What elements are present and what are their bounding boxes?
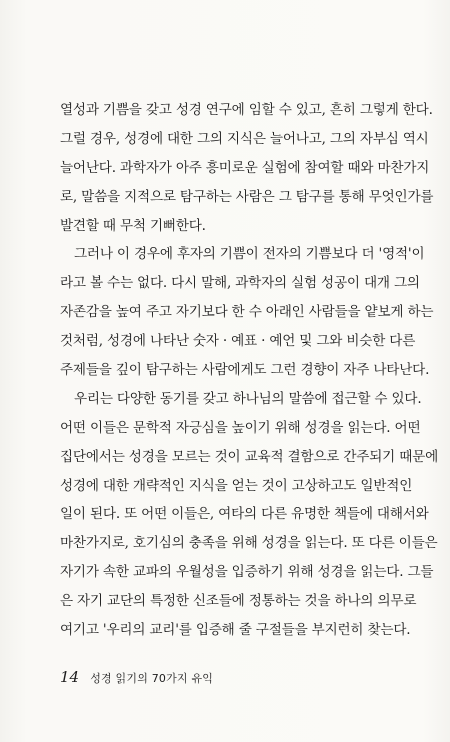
text-line: 여기고 '우리의 교리'를 입증해 줄 구절들을 부지런히 찾는다. xyxy=(60,622,411,639)
text-line: 자존감을 높여 주고 자기보다 한 수 아래인 사람들을 얕보게 하는 xyxy=(60,304,434,321)
text-line: 우리는 다양한 동기를 갖고 하나님의 말씀에 접근할 수 있다. xyxy=(74,390,422,407)
page-number: 14 xyxy=(60,668,80,686)
text-line: 그럴 경우, 성경에 대한 그의 지식은 늘어나고, 그의 자부심 역시 xyxy=(60,130,429,147)
text-line: 집단에서는 성경을 모르는 것이 교육적 결함으로 간주되기 때문에 xyxy=(60,448,438,465)
text-line: 로, 말씀을 지적으로 탐구하는 사람은 그 탐구를 통해 무엇인가를 xyxy=(60,188,434,205)
text-line: 주제들을 깊이 탐구하는 사람에게도 그런 경향이 자주 나타난다. xyxy=(60,362,430,379)
text-line: 어떤 이들은 문학적 자긍심을 높이기 위해 성경을 읽는다. 어떤 xyxy=(60,419,421,436)
book-title: 성경 읽기의 70가지 유익 xyxy=(90,672,214,685)
text-line: 것처럼, 성경에 나타난 숫자 · 예표 · 예언 및 그와 비슷한 다른 xyxy=(60,333,416,350)
text-line: 자기가 속한 교파의 우월성을 입증하기 위해 성경을 읽는다. 그들 xyxy=(60,564,434,581)
body-text xyxy=(60,96,438,645)
text-line: 일이 된다. 또 어떤 이들은, 여타의 다른 유명한 책들에 대해서와 xyxy=(60,506,429,523)
text-line: 마찬가지로, 호기심의 충족을 위해 성경을 읽는다. 또 다른 이들은 xyxy=(60,535,438,552)
text-line: 열성과 기쁨을 갖고 성경 연구에 임할 수 있고, 흔히 그렇게 한다. xyxy=(60,102,433,118)
text-line: 라고 볼 수는 없다. 다시 말해, 과학자의 실험 성공이 대개 그의 xyxy=(60,275,420,292)
text-line: 성경에 대한 개략적인 지식을 얻는 것이 고상하고도 일반적인 xyxy=(60,477,413,494)
text-line: 은 자기 교단의 특정한 신조들에 정통하는 것을 하나의 의무로 xyxy=(60,593,417,610)
text-line: 발견할 때 무척 기뻐한다. xyxy=(60,217,206,234)
text-line: 그러나 이 경우에 후자의 기쁨이 전자의 기쁨보다 더 '영적'이 xyxy=(74,246,425,263)
text-line: 늘어난다. 과학자가 아주 흥미로운 실험에 참여할 때와 마찬가지 xyxy=(60,159,430,176)
page-footer xyxy=(60,667,213,687)
